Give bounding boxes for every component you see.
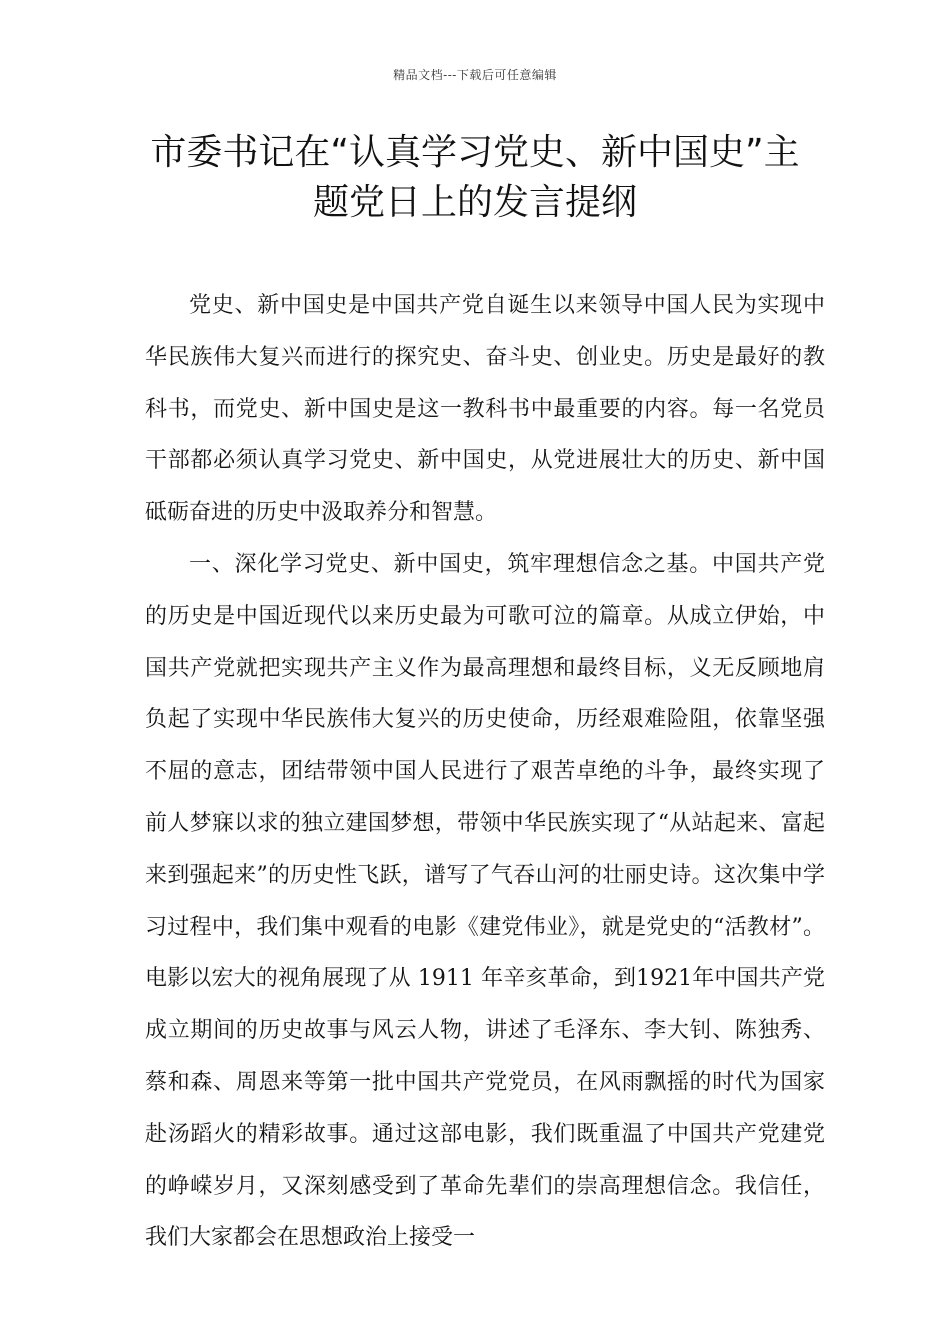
paragraph-section-one: 一、深化学习党史、新中国史，筑牢理想信念之基。中国共产党的历史是中国近现代以来历史最为可歌可泣的篇章。从成立伊始，中国共产党就把实现共产主义作为最高理想和最终目标，义无反顾地肩负起了实现中华民族伟大复兴的历史使命，历经艰难险阻，依靠坚强不屈的意志，团结带领中国人民进行了艰苦卓绝的斗争，最终实现了前人梦寐以求的独立建国梦想，带领中华民族实现了“从站起来、富起来到强起来”的历史性飞跃，谱写了气吞山河的壮丽史诗。这次集中学习过程中，我们集中观看的电影《建党伟业》，就是党史的“活教材”。电影以宏大的视角展现了从 1911 年辛亥革命，到1921年中国共产党成立期间的历史故事与风云人物，讲述了毛泽东、李大钊、陈独秀、蔡和森、周恩来等第一批中国共产党党员，在风雨飘摇的时代为国家赴汤蹈火的精彩故事。通过这部电影，我们既重温了中国共产党建党的峥嵘岁月，又深刻感受到了革命先辈们的崇高理想信念。我信任，我们大家都会在思想政治上接受一 bbox=[145, 551, 825, 1251]
document-title: 市委书记在“认真学习党史、新中国史”主题党日上的发言提纲 bbox=[150, 132, 800, 223]
paragraph-intro: 党史、新中国史是中国共产党自诞生以来领导中国人民为实现中华民族伟大复兴而进行的探究史、奋斗史、创业史。历史是最好的教科书，而党史、新中国史是这一教科书中最重要的内容。每一名党员干部都必须认真学习党史、新中国史，从党进展壮大的历史、新中国砥砺奋进的历史中汲取养分和智慧。 bbox=[145, 293, 825, 526]
header-note: 精品文档---下载后可任意编辑 bbox=[393, 68, 557, 82]
document-body bbox=[145, 280, 825, 1264]
